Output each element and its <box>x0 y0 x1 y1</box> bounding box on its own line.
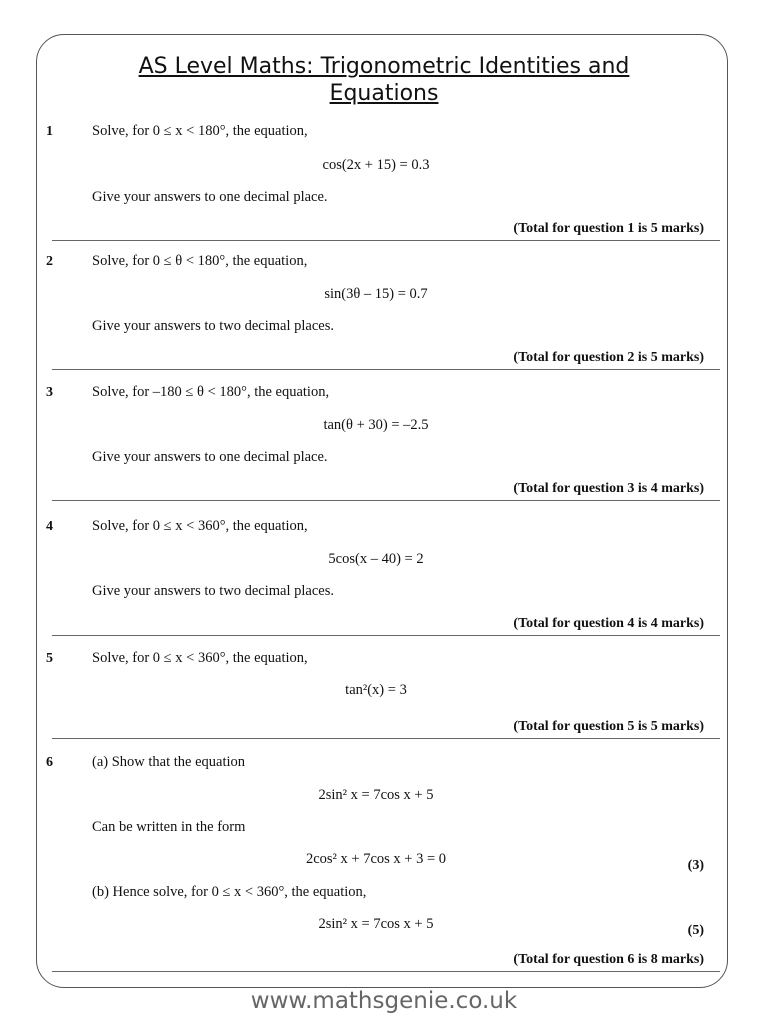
question-equation: 5cos(x – 40) = 2 <box>328 551 424 567</box>
question-stem: Solve, for 0 ≤ x < 360°, the equation, <box>92 518 308 534</box>
page-title-line-2: Equations <box>329 81 439 106</box>
question-instruction: Give your answers to one decimal place. <box>92 189 328 205</box>
question-divider <box>52 369 720 370</box>
question-stem: Solve, for –180 ≤ θ < 180°, the equation, <box>92 384 330 400</box>
page-title-line-1: AS Level Maths: Trigonometric Identities and <box>138 54 630 79</box>
question-stem: Solve, for 0 ≤ θ < 180°, the equation, <box>92 253 308 269</box>
question-part-b-marks: (5) <box>687 923 704 938</box>
question-equation: tan(θ + 30) = –2.5 <box>323 417 429 433</box>
question-instruction: Give your answers to one decimal place. <box>92 449 328 465</box>
question-number: 3 <box>46 385 53 400</box>
question-written-form-text: Can be written in the form <box>92 819 246 835</box>
question-total-marks: (Total for question 1 is 5 marks) <box>513 221 704 236</box>
question-part-b: (b) Hence solve, for 0 ≤ x < 360°, the equation, <box>92 884 367 900</box>
question-part-a: (a) Show that the equation <box>92 754 246 770</box>
question-instruction: Give your answers to two decimal places. <box>92 318 334 334</box>
question-equation: cos(2x + 15) = 0.3 <box>322 157 430 173</box>
question-total-marks: (Total for question 4 is 4 marks) <box>513 616 704 631</box>
question-number: 1 <box>46 124 53 139</box>
question-equation: sin(3θ – 15) = 0.7 <box>324 286 428 302</box>
question-stem: Solve, for 0 ≤ x < 360°, the equation, <box>92 650 308 666</box>
question-divider <box>52 500 720 501</box>
question-divider <box>52 635 720 636</box>
question-equation: tan²(x) = 3 <box>345 682 407 698</box>
question-divider <box>52 738 720 739</box>
question-total-marks: (Total for question 6 is 8 marks) <box>513 952 704 967</box>
question-equation-form: 2cos² x + 7cos x + 3 = 0 <box>305 851 447 867</box>
question-stem: Solve, for 0 ≤ x < 180°, the equation, <box>92 123 308 139</box>
question-number: 5 <box>46 651 53 666</box>
question-number: 4 <box>46 519 53 534</box>
question-equation-a: 2sin² x = 7cos x + 5 <box>318 787 434 803</box>
question-number: 6 <box>46 755 53 770</box>
question-divider <box>52 240 720 241</box>
question-divider <box>52 971 720 972</box>
question-equation-b: 2sin² x = 7cos x + 5 <box>318 916 434 932</box>
question-total-marks: (Total for question 2 is 5 marks) <box>513 350 704 365</box>
page-border <box>36 34 728 988</box>
question-part-a-marks: (3) <box>687 858 704 873</box>
footer-website: www.mathsgenie.co.uk <box>250 988 518 1014</box>
question-total-marks: (Total for question 3 is 4 marks) <box>513 481 704 496</box>
question-number: 2 <box>46 254 53 269</box>
question-instruction: Give your answers to two decimal places. <box>92 583 334 599</box>
question-total-marks: (Total for question 5 is 5 marks) <box>513 719 704 734</box>
